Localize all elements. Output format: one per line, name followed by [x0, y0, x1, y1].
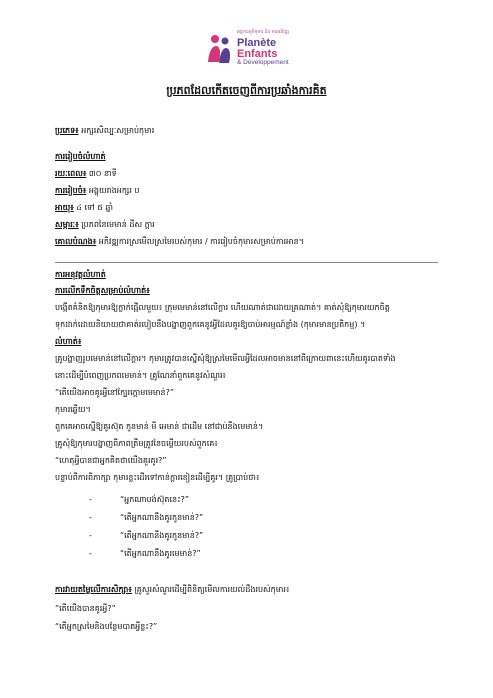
type-line — [55, 125, 154, 136]
age-value: ៤ ទៅ ៥ ឆ្នាំ — [76, 203, 114, 212]
children-logo-icon — [203, 32, 235, 66]
logo-word-enfants: Enfants — [237, 48, 278, 60]
logo-word-developpement: & Développement — [237, 59, 289, 66]
activity-line: គ្រូបង្ហាញរូបមេមាន់នៅលើក្តារ។ កុមារត្រូវបានស្នើសុំឱ្យស្រមៃមើលអ្វីដែលអាចមាននៅពីក្រោយពានេះហើយគូរបាតទាំង — [55, 354, 396, 363]
bullet-dash: - — [89, 513, 92, 522]
conclusion-label: ការវាយតម្លៃលើការសិក្សា៖ — [55, 585, 132, 594]
bullet-item: “តើអ្នកណានឹងគូរកូនមាន់?” — [120, 531, 204, 540]
bullet-item: “តើអ្នកណានឹងគូរកូនមាន់?” — [120, 513, 204, 522]
exec-heading: ការអនុវត្តលំហាត់ — [55, 270, 106, 279]
motivation-line: ទុកដាក់ដោយនិយាយថាគាត់របៀបនឹងបង្ហាញពួកគេនូវអ្វីដែលគួរឱ្យចាប់អារម្មណ៍ខ្លាំង (កុមារមានប្រតិកម្ម) ។ — [55, 320, 366, 329]
logo-tagline: អង្គការភូមិកុមារ និង ការអភិវឌ្ឍ — [237, 29, 290, 34]
duration-value: ៣០ នាទី — [88, 169, 117, 178]
document-title: ប្រភពដែលកើតចេញពីការប្រឆាំងការគិត — [166, 84, 327, 97]
type-value: អក្សរសិល្បៈសម្រាប់កុមារ — [81, 126, 155, 135]
motivation-line: បង្កើតគំនិតឱ្យកុមារឱ្យក្លាក់ផ្អើលមួយ៖ ក្រុមមេមាន់នៅលើក្តារ ហើយណាត់ជាដោយគ្រណាត់។ គាត់សុំឱ្យកុមារយកចិត្ត — [55, 303, 390, 312]
objective-value: អភិវឌ្ឍការស្រមើលស្រមៃរបស់កុមារ / ការរៀបចំកុមារសម្រាប់ការអាន។ — [98, 237, 305, 246]
activity-line: បន្ទាប់ពីការពិភាក្សា កុមារខ្លះដើរទៅកាន់ក្តារខៀនដើម្បីគូរ។ គ្រូប្រាប់ថា៖ — [55, 473, 260, 482]
activity-line: “តើយើងអាចគូរអ្វីនៅក្បែរក្តោមមេមាន់?” — [55, 388, 175, 397]
setup-label: ការរៀបចំ៖ — [55, 186, 87, 195]
conclusion-question: “តើអ្នកស្រមៃនិងបន្ថែមបាតអ្វីខ្លះ?” — [55, 622, 158, 631]
activity-line: គ្រូសុំឱ្យកុមារបង្ហាញពីភាពត្រឹមត្រូវនៃចម្លើយរបស់ពួកគេ៖ — [55, 439, 218, 448]
logo-word-planete: Planète — [237, 37, 277, 49]
activity-line: កុមារឆ្លើយ។ — [55, 405, 91, 414]
bullet-dash: - — [89, 495, 92, 504]
activity-heading: លំហាត់៖ — [55, 337, 82, 346]
age-line — [55, 202, 113, 213]
motivation-heading: ការលើកទឹកចិត្តសម្រាប់លំហាត់៖ — [55, 286, 150, 295]
conclusion-question: “តើយើងបានគូរអ្វី?” — [55, 604, 116, 613]
objective-label: គោលបំណង៖ — [55, 237, 97, 246]
duration-line — [55, 168, 117, 179]
conclusion-line — [55, 584, 289, 595]
setup-line — [55, 185, 139, 196]
bullet-item: “តើអ្នកណានឹងគូរមេមាន់?” — [120, 549, 201, 558]
conclusion-value: គ្រូសួរសំណួរដើម្បីពិនិត្យមើលការយល់ដឹងរបស់កុមារ៖ — [134, 585, 290, 594]
age-label: អាយុ៖ — [55, 203, 74, 212]
activity-line: នោះដើម្បីបំពេញប្រភពមេមាន់។ គ្រូណែនាំពួកគេនូវសំណួរ៖ — [55, 371, 227, 380]
materials-line — [55, 219, 155, 230]
activity-line: “ហេតុអ្វីបានជាអ្នកគិតថាយើងគួរគូរ?” — [55, 456, 167, 465]
materials-label: សម្ភារៈ៖ — [55, 220, 79, 229]
prep-heading: ការរៀបចំលំហាត់ — [55, 152, 106, 161]
organization-logo — [203, 28, 313, 70]
duration-label: រយៈពេល៖ — [55, 169, 87, 178]
section-divider — [55, 262, 438, 263]
activity-line: ពួកគេអាចស្នើឱ្យគូរស៊ុត កូនមាន់ មី អេមាន់ ជាដើម នៅជាប់នឹងមេមាន់។ — [55, 422, 264, 431]
setup-value: អង្គុយរាងអក្សរ ប — [88, 186, 140, 195]
materials-value: ប្រភពនៃមេមាន់ ដីស ក្តារ — [81, 220, 155, 229]
bullet-item: “អ្នកណាបង់ស៊ុតនេះ?” — [120, 495, 189, 504]
bullet-dash: - — [89, 549, 92, 558]
objective-line — [55, 236, 304, 247]
type-label: ប្រភេទ៖ — [55, 126, 79, 135]
bullet-dash: - — [89, 531, 92, 540]
